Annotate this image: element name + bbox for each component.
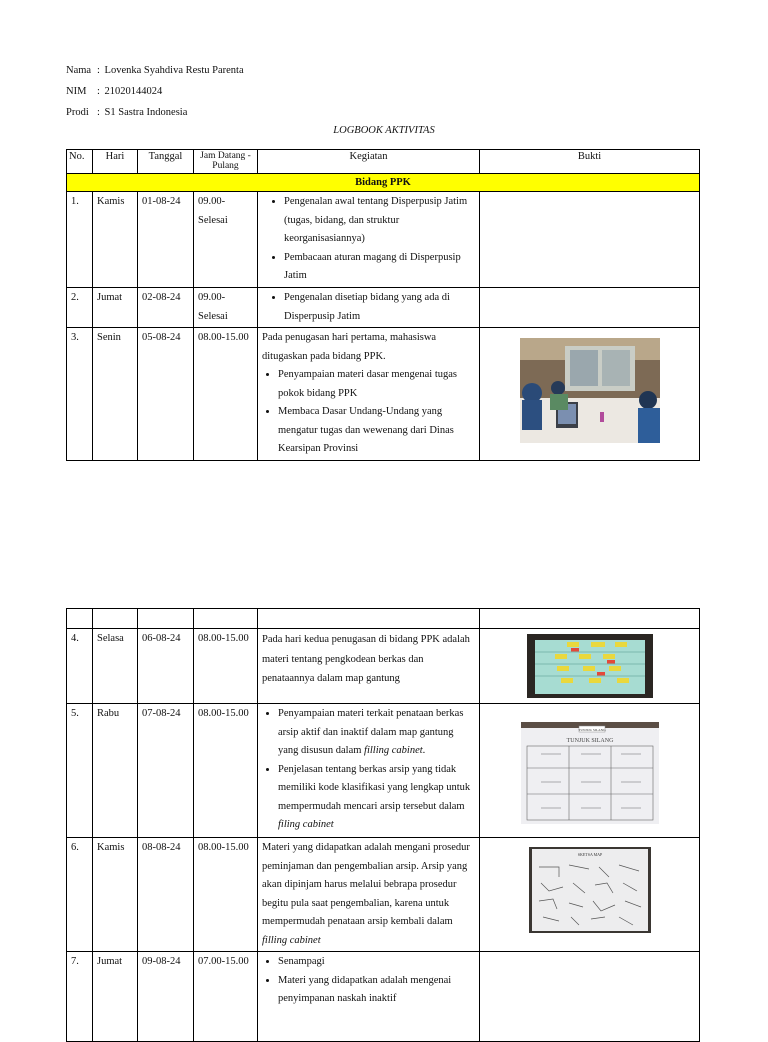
- col-header-jam: Jam Datang -Pulang: [194, 150, 258, 174]
- cell-bukti: [480, 328, 700, 461]
- hanging-folders-photo: [527, 634, 653, 698]
- col-header-bukti: Bukti: [480, 150, 700, 174]
- cell-tanggal: 07-08-24: [138, 704, 194, 838]
- table-row: [67, 192, 700, 288]
- cell-kegiatan: [258, 288, 480, 328]
- cell-tanggal: 09-08-24: [138, 952, 194, 1042]
- cell-bukti: [480, 288, 700, 328]
- archive-sketch-photo: [529, 847, 651, 933]
- cell-hari: Jumat: [93, 952, 138, 1042]
- col-header-tanggal: Tanggal: [138, 150, 194, 174]
- cell-no: 3.: [67, 328, 93, 461]
- cell-jam: 09.00-Selesai: [194, 288, 258, 328]
- cell-kegiatan: [258, 704, 480, 838]
- prodi-label: Prodi: [66, 107, 89, 118]
- photo-title-text: SKETSA MAP: [577, 852, 602, 857]
- prodi-value: S1 Sastra Indonesia: [104, 107, 188, 118]
- cell-jam: 09.00-Selesai: [194, 192, 258, 288]
- cell-bukti: [480, 629, 700, 704]
- student-prodi-line: Prodi : S1 Sastra Indonesia: [66, 107, 188, 118]
- list-item: • Pengenalan awal tentang Disperpusip Jatim (tugas, bidang, dan struktur keorganisasiannya): [284, 193, 475, 249]
- activity-intro: Pada penugasan hari pertama, mahasiswa ditugaskan pada bidang PPK.: [262, 332, 437, 362]
- activity-list: [262, 366, 475, 459]
- cell-jam: 08.00-15.00: [194, 704, 258, 838]
- photo-title-text: TUNJUK SILANG: [566, 738, 613, 744]
- cell-hari: Senin: [93, 328, 138, 461]
- student-name-line: Nama : Lovenka Syahdiva Restu Parenta: [66, 65, 244, 76]
- table-header-row: [67, 150, 700, 174]
- list-item: • Penjelasan tentang berkas arsip yang tidak memiliki kode klasifikasi yang lengkap untuk mempermudah mencari arsip tersebut dalam filing cabinet: [278, 761, 475, 835]
- logbook-table-page2: [66, 608, 700, 1042]
- cell-kegiatan: Materi yang didapatkan adalah mengani prosedur peminjaman dan pengembalian arsip. Arsip yang akan dipinjam harus melalui bebrapa prosedur begitu pula saat pengembalian, karena untuk mempermudah penataan arsip kembali dalam filling cabinet: [258, 838, 480, 952]
- cell-hari: Kamis: [93, 192, 138, 288]
- activity-list: [262, 705, 475, 835]
- activity-list: [262, 193, 475, 286]
- activity-list: [262, 953, 475, 1009]
- table-row: [67, 838, 700, 952]
- cell-tanggal: 08-08-24: [138, 838, 194, 952]
- table-empty-header-row: [67, 609, 700, 629]
- cell-jam: 08.00-15.00: [194, 838, 258, 952]
- logbook-table-page1: [66, 149, 700, 461]
- list-item: • Pengenalan disetiap bidang yang ada di Disperpusip Jatim: [284, 289, 475, 326]
- cell-no: 6.: [67, 838, 93, 952]
- cell-kegiatan: Pada hari kedua penugasan di bidang PPK adalah materi tentang pengkodean berkas dan penataannya dalam map gantung: [258, 629, 480, 704]
- list-item: • Pembacaan aturan magang di Disperpusip Jatim: [284, 249, 475, 286]
- table-row: [67, 629, 700, 704]
- cell-bukti: [480, 838, 700, 952]
- cell-jam: 08.00-15.00: [194, 629, 258, 704]
- cell-tanggal: 05-08-24: [138, 328, 194, 461]
- cell-hari: Jumat: [93, 288, 138, 328]
- name-value: Lovenka Syahdiva Restu Parenta: [104, 65, 244, 76]
- office-meeting-photo: [520, 338, 660, 443]
- col-header-no: No.: [67, 150, 93, 174]
- section-row: [67, 174, 700, 192]
- cell-bukti: [480, 704, 700, 838]
- col-header-kegiatan: Kegiatan: [258, 150, 480, 174]
- nim-label: NIM: [66, 86, 87, 97]
- cell-bukti: [480, 192, 700, 288]
- cell-no: 4.: [67, 629, 93, 704]
- name-label: Nama: [66, 65, 92, 76]
- cell-kegiatan: [258, 192, 480, 288]
- list-item: • Penyampaian materi terkait penataan berkas arsip aktif dan inaktif dalam map gantung yang disusun dalam filling cabinet.: [278, 705, 475, 761]
- cell-no: 7.: [67, 952, 93, 1042]
- tunjuk-silang-worksheet-photo: [521, 722, 659, 824]
- photo-tag-text: TUNJUK SILANG: [577, 728, 606, 732]
- table-row: [67, 328, 700, 461]
- cell-no: 5.: [67, 704, 93, 838]
- cell-bukti: [480, 952, 700, 1042]
- student-nim-line: NIM : 21020144024: [66, 86, 163, 97]
- table-row: [67, 704, 700, 838]
- cell-hari: Kamis: [93, 838, 138, 952]
- cell-kegiatan: [258, 328, 480, 461]
- cell-no: 1.: [67, 192, 93, 288]
- cell-no: 2.: [67, 288, 93, 328]
- nim-value: 21020144024: [104, 86, 163, 97]
- list-item: • Senampagi: [278, 953, 475, 972]
- page-title: LOGBOOK AKTIVITAS: [333, 125, 435, 136]
- cell-tanggal: 06-08-24: [138, 629, 194, 704]
- table-row: [67, 288, 700, 328]
- activity-list: [262, 289, 475, 326]
- cell-jam: 07.00-15.00: [194, 952, 258, 1042]
- cell-kegiatan: [258, 952, 480, 1042]
- list-item: • Membaca Dasar Undang-Undang yang mengatur tugas dan wewenang dari Dinas Kearsipan Provinsi: [278, 403, 475, 459]
- cell-jam: 08.00-15.00: [194, 328, 258, 461]
- cell-tanggal: 01-08-24: [138, 192, 194, 288]
- list-item: • Penyampaian materi dasar mengenai tugas pokok bidang PPK: [278, 366, 475, 403]
- list-item: • Materi yang didapatkan adalah mengenai penyimpanan naskah inaktif: [278, 972, 475, 1009]
- cell-hari: Selasa: [93, 629, 138, 704]
- section-title: Bidang PPK: [67, 174, 700, 192]
- cell-hari: Rabu: [93, 704, 138, 838]
- table-row: [67, 952, 700, 1042]
- cell-tanggal: 02-08-24: [138, 288, 194, 328]
- col-header-hari: Hari: [93, 150, 138, 174]
